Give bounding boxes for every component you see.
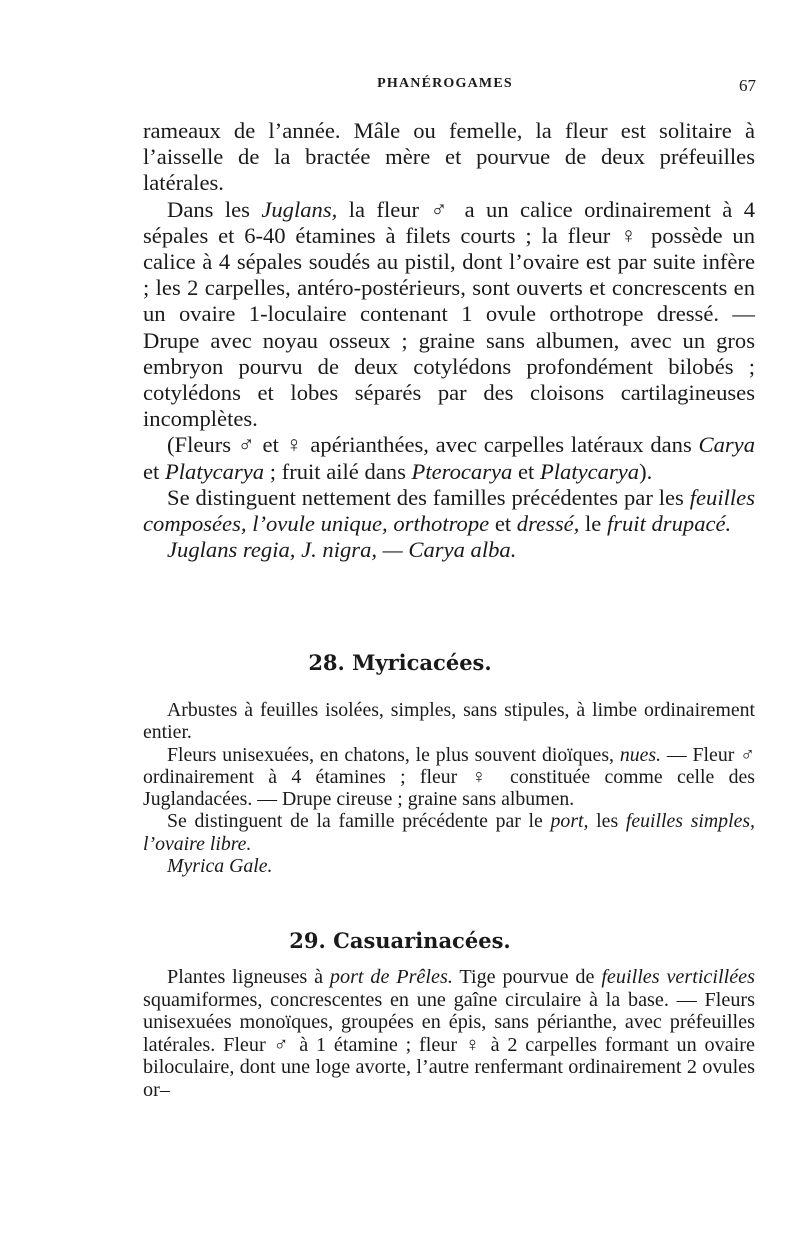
emphasis: feuilles verticillées [601,966,755,988]
emphasis: nues. [619,743,662,766]
running-head [0,76,800,98]
text-run: (Fleurs ♂ et ♀ apérianthées, avec carpelles latéraux dans [167,432,699,458]
emphasis: port de Prêles. [329,966,453,988]
text-run: Se distinguent de la famille précédente par le [167,810,551,833]
text-run: Plantes ligneuses à [167,966,330,988]
text-run: Tige pourvue de [452,966,602,988]
text-run: le [579,511,607,537]
paragraph-2 [143,744,755,811]
text-run: ). [639,458,653,484]
paragraph-1: rameaux de l’année. Mâle ou femelle, la fleur est solitaire à l’aisselle de la bractée mère et pourvue de deux préfeuilles latérales. [143,118,755,196]
paragraph-3 [143,432,755,484]
emphasis: l’ovule unique, orthotrope [252,511,490,537]
text-run: et [512,458,540,484]
genus-platycarya-2: Platycarya [539,458,640,484]
text-run: les [588,810,626,833]
casuarinaceae-section [143,966,755,1102]
genus-pterocarya: Pterocarya [411,458,513,484]
species-list [143,537,755,563]
paragraph-4 [143,485,755,537]
text-run: et [143,458,165,484]
text-run: ; fruit ailé dans [264,458,412,484]
genus-carya: Carya [698,432,755,458]
text-run: la fleur ♂ a un calice ordinairement à 4 sépales et 6-40 étamines à filets courts ; la fleur ♀ possède un calice à 4 sépales soudés au pistil, dont l’ovaire est par suite infère ; les 2 carpelles, antéro-postérieurs, sont ouverts et concrescents en un ovaire 1-loculaire contenant 1 ovule orthotrope dressé. — Drupe avec noyau osseux ; graine sans albumen, avec un gros embryon pourvu de deux cotylédons profondément bilobés ; cotylédons et lobes séparés par des cloisons cartilagineuses incomplètes. [143,196,755,432]
emphasis: port, [550,810,589,833]
text-run: Dans les [167,196,262,222]
species-names: Juglans regia, J. nigra, — Carya alba. [167,537,517,563]
running-title: PHANÉROGAMES [377,76,513,91]
species-names: Myrica Gale. [167,855,273,878]
paragraph-2 [143,197,755,433]
text-run: et [489,511,517,537]
text-run: squamiformes, concrescentes en une gaîne circulaire à la base. — Fleurs unisexuées monoïques, groupées en épis, sans périanthe, avec préfeuilles latérales. Fleur ♂ à 1 étamine ; fleur ♀ à 2 carpelles formant un ovaire biloculaire, dont une loge avorte, l’autre renfermant ordinairement 2 ovules or– [143,988,755,1101]
section-heading-28: 28. Myricacées. [308,650,492,675]
section-heading-29: 29. Casuarinacées. [289,928,511,953]
page-number: 67 [739,76,756,95]
juglandaceae-section [143,118,755,563]
emphasis: fruit drupacé. [606,511,732,537]
text-run: Se distinguent nettement des familles précédentes par les [167,484,690,510]
paragraph-1: Arbustes à feuilles isolées, simples, sans stipules, à limbe ordinairement entier. [143,699,755,744]
myricaceae-section [143,699,755,877]
text-run: — Fleur ♂ ordinairement à 4 étamines ; fleur ♀ constituée comme celle des Juglandacées. — Drupe cireuse ; graine sans albumen. [143,743,755,811]
paragraph-3 [143,810,755,855]
emphasis: feuilles simples, l’ovaire libre. [143,810,755,855]
text-run: Fleurs unisexuées, en chatons, le plus souvent dioïques, [167,743,620,766]
genus-juglans: Juglans, [261,196,338,222]
emphasis: dressé, [516,511,580,537]
genus-platycarya: Platycarya [164,458,265,484]
paragraph-1 [143,966,755,1102]
species-list [143,855,755,877]
emphasis: feuilles composées, [143,484,755,537]
